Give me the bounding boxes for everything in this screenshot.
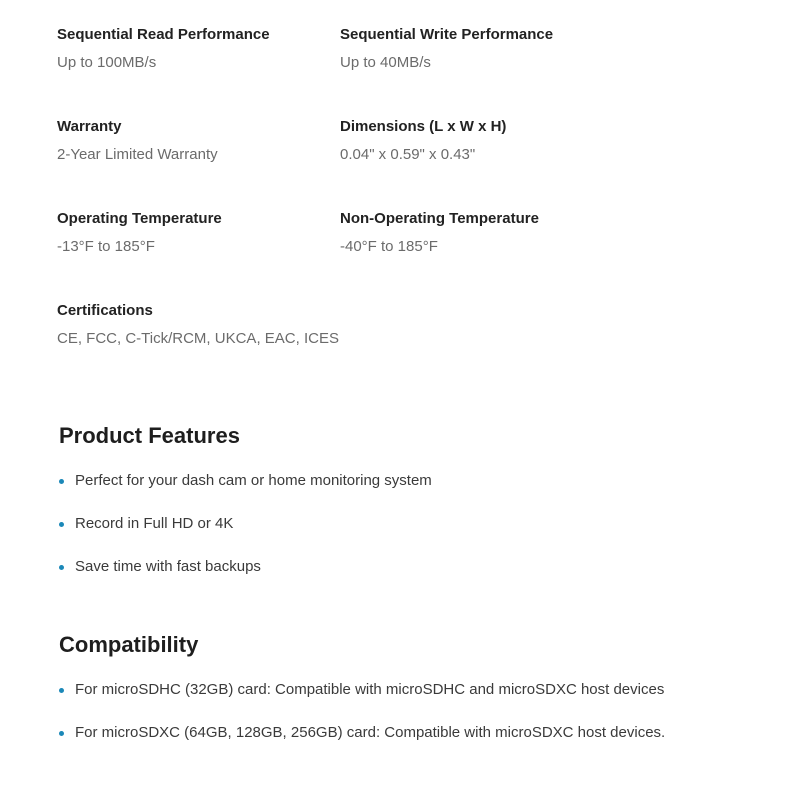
- product-features-section: [59, 423, 779, 601]
- spec-value: 2-Year Limited Warranty: [57, 146, 218, 163]
- spec-label: Sequential Read Performance: [57, 26, 270, 43]
- bullet-dot-icon: [59, 688, 64, 693]
- spec-label: Sequential Write Performance: [340, 26, 554, 43]
- bullet-dot-icon: [59, 731, 64, 736]
- spec-row: [57, 302, 757, 394]
- spec-value: -40°F to 185°F: [340, 238, 438, 255]
- spec-label: Warranty: [57, 118, 122, 135]
- feature-list: [59, 472, 779, 601]
- compatibility-list: [59, 681, 779, 767]
- section-title: Product Features: [59, 423, 240, 448]
- spec-row: [57, 210, 757, 302]
- spec-row: [57, 118, 757, 210]
- list-item: [59, 558, 779, 601]
- list-item-text: For microSDXC (64GB, 128GB, 256GB) card: Compatible with microSDXC host devices.: [75, 724, 666, 741]
- spec-label: Operating Temperature: [57, 210, 222, 227]
- spec-value: Up to 40MB/s: [340, 54, 431, 71]
- compatibility-section: [59, 632, 779, 767]
- list-item: [59, 681, 779, 724]
- bullet-dot-icon: [59, 565, 64, 570]
- spec-row: [57, 26, 757, 118]
- spec-value: 0.04" x 0.59" x 0.43": [340, 146, 476, 163]
- spec-sequential-write: [340, 26, 623, 118]
- list-item: [59, 724, 779, 767]
- specifications-grid: [57, 26, 757, 394]
- list-item-text: Record in Full HD or 4K: [75, 515, 234, 532]
- spec-value: CE, FCC, C-Tick/RCM, UKCA, EAC, ICES: [57, 330, 339, 347]
- spec-certifications: [57, 302, 657, 394]
- spec-non-operating-temperature: [340, 210, 623, 302]
- list-item-text: Perfect for your dash cam or home monitoring system: [75, 472, 432, 489]
- list-item: [59, 472, 779, 515]
- spec-label: Non-Operating Temperature: [340, 210, 539, 227]
- spec-operating-temperature: [57, 210, 340, 302]
- bullet-dot-icon: [59, 522, 64, 527]
- bullet-dot-icon: [59, 479, 64, 484]
- list-item-text: For microSDHC (32GB) card: Compatible with microSDHC and microSDXC host devices: [75, 681, 665, 698]
- spec-value: -13°F to 185°F: [57, 238, 155, 255]
- spec-dimensions: [340, 118, 623, 210]
- spec-label: Certifications: [57, 302, 153, 319]
- list-item: [59, 515, 779, 558]
- spec-value: Up to 100MB/s: [57, 54, 157, 71]
- section-title: Compatibility: [59, 632, 199, 657]
- spec-warranty: [57, 118, 340, 210]
- list-item-text: Save time with fast backups: [75, 558, 261, 575]
- spec-label: Dimensions (L x W x H): [340, 118, 507, 135]
- spec-sequential-read: [57, 26, 340, 118]
